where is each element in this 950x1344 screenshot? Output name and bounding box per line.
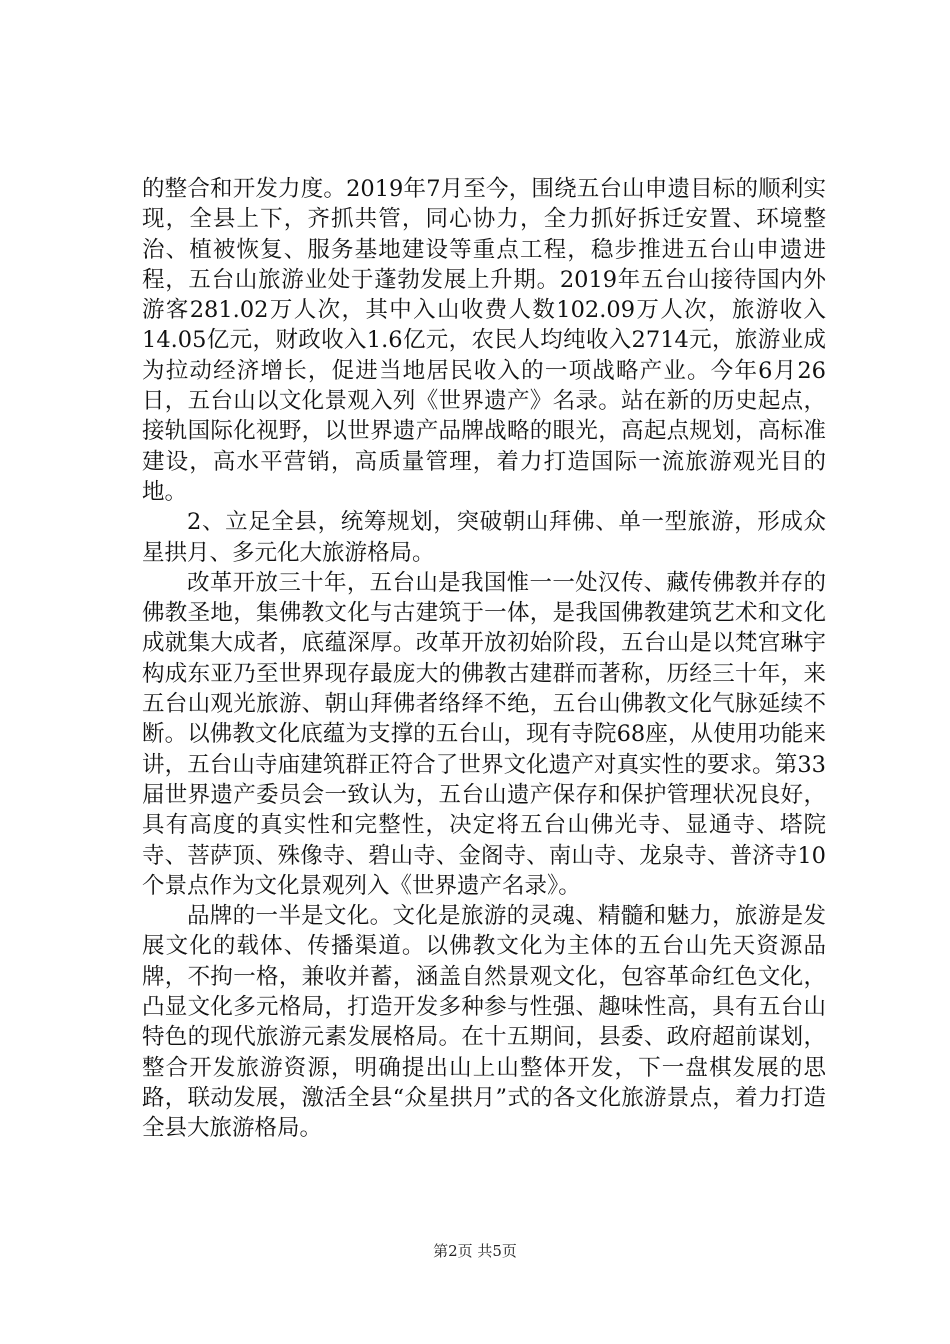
- paragraph-continuation: 的整合和开发力度。2019年7月至今，围绕五台山申遗目标的顺利实现，全县上下，齐抓共管，同心协力，全力抓好拆迁安置、环境整治、植被恢复、服务基地建设等重点工程，稳步推进五台山申遗进程，五台山旅游业处于蓬勃发展上升期。2019年五台山接待国内外游客281.02万人次，其中入山收费人数102.09万人次，旅游收入14.05亿元，财政收入1.6亿元，农民人均纯收入2714元，旅游业成为拉动经济增长，促进当地居民收入的一项战略产业。今年6月26日，五台山以文化景观入列《世界遗产》名录。站在新的历史起点，接轨国际化视野，以世界遗产品牌战略的眼光，高起点规划，高标准建设，高水平营销，高质量管理，着力打造国际一流旅游观光目的地。: [142, 176, 826, 505]
- paragraph-reform: 改革开放三十年，五台山是我国惟一一处汉传、藏传佛教并存的佛教圣地，集佛教文化与古建筑于一体，是我国佛教建筑艺术和文化成就集大成者，底蕴深厚。改革开放初始阶段，五台山是以梵宫琳宇构成东亚乃至世界现存最庞大的佛教古建群而著称，历经三十年，来五台山观光旅游、朝山拜佛者络绎不绝，五台山佛教文化气脉延续不断。以佛教文化底蕴为支撑的五台山，现有寺院68座，从使用功能来讲，五台山寺庙建筑群正符合了世界文化遗产对真实性的要求。第33届世界遗产委员会一致认为，五台山遗产保存和保护管理状况良好，具有高度的真实性和完整性，决定将五台山佛光寺、显通寺、塔院寺、菩萨顶、殊像寺、碧山寺、金阁寺、南山寺、龙泉寺、普济寺10个景点作为文化景观列入《世界遗产名录》。: [142, 569, 826, 899]
- page-footer: 第2页 共5页: [433, 1242, 517, 1260]
- paragraph-brand-culture: 品牌的一半是文化。文化是旅游的灵魂、精髓和魅力，旅游是发展文化的载体、传播渠道。以佛教文化为主体的五台山先天资源品牌，不拘一格，兼收并蓄，涵盖自然景观文化，包容革命红色文化，凸显文化多元格局，打造开发多种参与性强、趣味性高，具有五台山特色的现代旅游元素发展格局。在十五期间，县委、政府超前谋划，整合开发旅游资源，明确提出山上山整体开发，下一盘棋发展的思路，联动发展，激活全县“众星拱月”式的各文化旅游景点，着力打造全县大旅游格局。: [142, 903, 826, 1142]
- paragraph-heading-2: 2、立足全县，统筹规划，突破朝山拜佛、单一型旅游，形成众星拱月、多元化大旅游格局。: [142, 509, 826, 566]
- body-text: [142, 174, 826, 1144]
